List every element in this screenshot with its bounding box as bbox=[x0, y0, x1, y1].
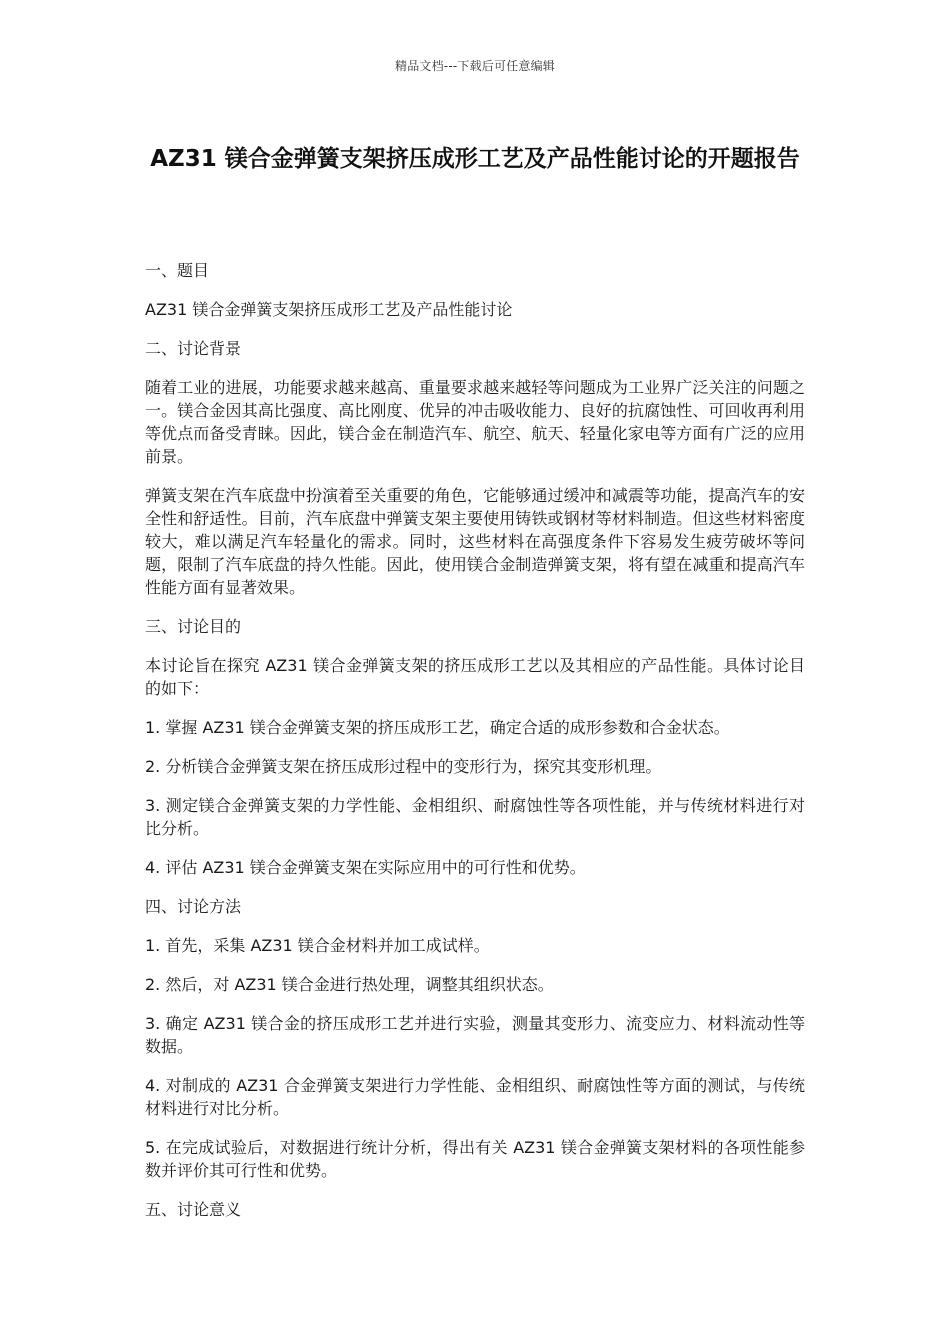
section-3-heading: 三、讨论目的 bbox=[145, 617, 242, 636]
section-5-heading: 五、讨论意义 bbox=[145, 1200, 242, 1219]
document-title: AZ31 镁合金弹簧支架挤压成形工艺及产品性能讨论的开题报告 bbox=[150, 146, 800, 172]
section-2-paragraph-1: 随着工业的进展，功能要求越来越高、重量要求越来越轻等问题成为工业界广泛关注的问题之一。镁合金因其高比强度、高比刚度、优异的冲击吸收能力、良好的抗腐蚀性、可回收再利用等优点而备受青睐。因此，镁合金在制造汽车、航空、航天、轻量化家电等方面有广泛的应用前景。 bbox=[145, 378, 805, 466]
section-3-item: 1. 掌握 AZ31 镁合金弹簧支架的挤压成形工艺，确定合适的成形参数和合金状态。 bbox=[145, 718, 730, 737]
header-note: 精品文档---下载后可任意编辑 bbox=[395, 59, 555, 73]
section-3-item: 4. 评估 AZ31 镁合金弹簧支架在实际应用中的可行性和优势。 bbox=[145, 858, 586, 877]
section-2-paragraph-2: 弹簧支架在汽车底盘中扮演着至关重要的角色，它能够通过缓冲和减震等功能，提高汽车的安全性和舒适性。目前，汽车底盘中弹簧支架主要使用铸铁或钢材等材料制造。但这些材料密度较大，难以满足汽车轻量化的需求。同时，这些材料在高强度条件下容易发生疲劳破坏等问题，限制了汽车底盘的持久性能。因此，使用镁合金制造弹簧支架，将有望在减重和提高汽车性能方面有显著效果。 bbox=[145, 486, 805, 597]
section-4-item: 1. 首先，采集 AZ31 镁合金材料并加工成试样。 bbox=[145, 936, 490, 955]
section-4-heading: 四、讨论方法 bbox=[145, 897, 242, 916]
section-3-item: 3. 测定镁合金弹簧支架的力学性能、金相组织、耐腐蚀性等各项性能，并与传统材料进行对比分析。 bbox=[145, 796, 805, 838]
section-2-heading: 二、讨论背景 bbox=[145, 339, 242, 358]
section-1-text: AZ31 镁合金弹簧支架挤压成形工艺及产品性能讨论 bbox=[145, 300, 513, 319]
section-3-item: 2. 分析镁合金弹簧支架在挤压成形过程中的变形行为，探究其变形机理。 bbox=[145, 757, 662, 776]
section-4-item: 2. 然后，对 AZ31 镁合金进行热处理，调整其组织状态。 bbox=[145, 975, 554, 994]
section-4-item: 5. 在完成试验后，对数据进行统计分析，得出有关 AZ31 镁合金弹簧支架材料的各项性能参数并评价其可行性和优势。 bbox=[145, 1138, 805, 1180]
document-body bbox=[145, 259, 805, 1237]
section-3-intro: 本讨论旨在探究 AZ31 镁合金弹簧支架的挤压成形工艺以及其相应的产品性能。具体讨论目的如下： bbox=[145, 656, 805, 698]
section-1-heading: 一、题目 bbox=[145, 261, 210, 280]
section-4-item: 3. 确定 AZ31 镁合金的挤压成形工艺并进行实验，测量其变形力、流变应力、材料流动性等数据。 bbox=[145, 1014, 805, 1056]
section-4-item: 4. 对制成的 AZ31 合金弹簧支架进行力学性能、金相组织、耐腐蚀性等方面的测试，与传统材料进行对比分析。 bbox=[145, 1076, 805, 1118]
